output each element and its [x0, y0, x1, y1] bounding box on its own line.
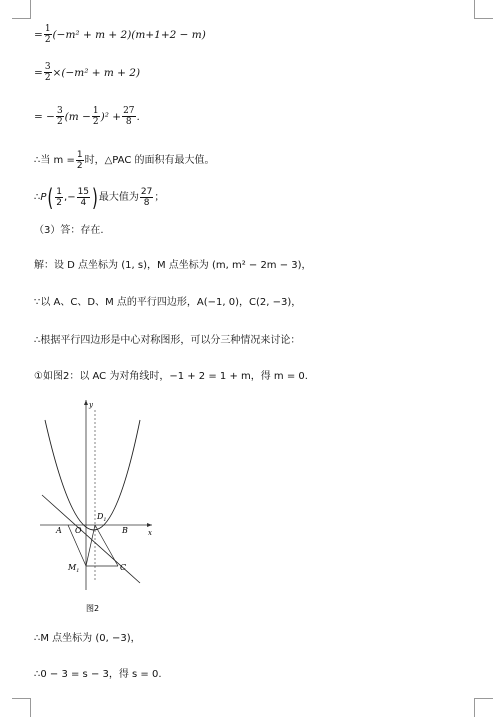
solve-s: ∴0 − 3 = s − 3，得 s = 0.: [34, 669, 162, 680]
equals-sign: =: [34, 66, 43, 79]
figure-2-parabola-diagram: [40, 395, 170, 620]
equals-sign: = −: [34, 110, 55, 123]
fraction: $\frac{3}{2}$: [44, 62, 51, 83]
fraction: $\frac{1}{2}$: [56, 187, 62, 208]
solution-setup: 解：设 D 点坐标为 (1, s)，M 点坐标为 (m, m² − 2m − 3)，: [34, 260, 312, 271]
y-axis-arrow: [84, 400, 88, 405]
equation-line-1: [34, 24, 206, 45]
crop-mark-top-left: [12, 0, 31, 19]
x-axis-arrow: [147, 523, 152, 527]
fraction: $\frac{1}{2}$: [92, 106, 99, 127]
label-d1: $D_1$: [97, 512, 107, 523]
label-x-axis: x: [148, 529, 152, 537]
given-points: ∵以 A、C、D、M 点的平行四边形，A(−1, 0)，C(2, −3)，: [34, 297, 302, 308]
expression: )² +: [100, 110, 122, 123]
case-1: ①如图2：以 AC 为对角线时，−1 + 2 = 1 + m，得 m = 0.: [34, 371, 308, 382]
expression: (m −: [64, 110, 91, 123]
label-b: B: [122, 526, 128, 535]
figure-caption: 图2: [86, 604, 100, 613]
crop-mark-top-right: [474, 0, 493, 19]
crop-mark-bottom-right: [474, 698, 493, 717]
equation-line-2: [34, 62, 140, 83]
fraction: $\frac{27}{8}$: [140, 187, 153, 208]
equals-sign: =: [34, 28, 43, 41]
case-discussion: ∴根据平行四边形是中心对称图形，可以分三种情况来讨论：: [34, 335, 301, 346]
conclusion-line-point-p: ∴P ( $\frac{1}{2}$ , − $\frac{15}{4}$ ) 最大值为 $\frac{27}{8}$ ；: [34, 183, 165, 212]
label-y-axis: y: [89, 401, 93, 409]
expression: (−m² + m + 2)(m+1+2 − m): [52, 28, 206, 41]
label-c: C: [120, 563, 127, 572]
segment-m1-d1: [86, 525, 95, 566]
label-o: O: [75, 526, 82, 535]
expression: ×(−m² + m + 2): [52, 66, 141, 79]
crop-mark-bottom-left: [12, 698, 31, 717]
fraction: $\frac{3}{2}$: [56, 106, 63, 127]
fraction: $\frac{27}{8}$: [123, 106, 135, 127]
label-m1: $M_1$: [68, 563, 80, 574]
fraction: $\frac{15}{4}$: [77, 187, 90, 208]
conclusion-line-max-area: ∴当 m = $\frac{1}{2}$ 时，△PAC 的面积有最大值。: [34, 150, 215, 171]
label-a: A: [56, 526, 62, 535]
answer-part-3: （3）答：存在.: [34, 225, 104, 236]
point-m-coordinates: ∴M 点坐标为 (0, −3)，: [34, 633, 141, 644]
parabola-curve: [45, 420, 140, 530]
fraction: $\frac{1}{2}$: [44, 24, 51, 45]
equation-line-3: = − $\frac{3}{2}$ (m − $\frac{1}{2}$ )² + $\frac{27}{8}$ .: [34, 106, 140, 127]
fraction: $\frac{1}{2}$: [76, 150, 83, 171]
